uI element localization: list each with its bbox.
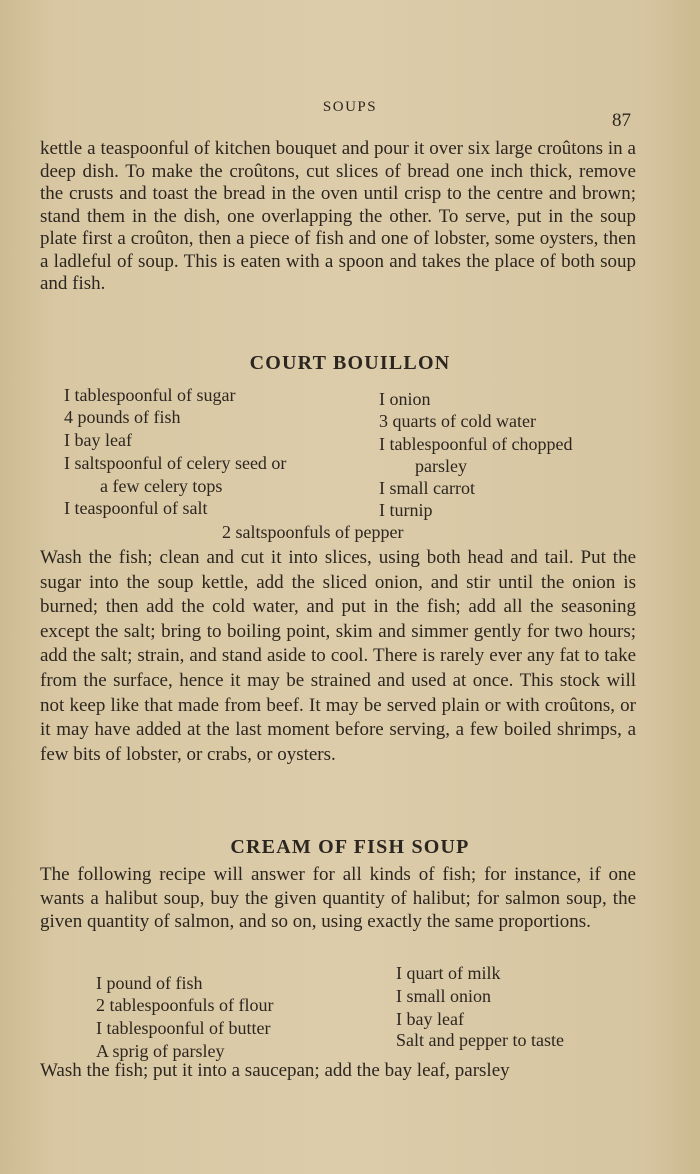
intro-paragraph-block (40, 138, 636, 296)
ingredient-item: I bay leaf (64, 430, 132, 450)
ingredient-item: I quart of milk (396, 963, 501, 983)
ingredient-item: I onion (379, 389, 431, 409)
ingredient-item: 2 tablespoonfuls of flour (96, 995, 274, 1015)
ingredient-item: parsley (415, 456, 467, 476)
ingredient-item: I small onion (396, 986, 491, 1006)
court-bouillon-heading: COURT BOUILLON (249, 352, 451, 374)
ingredient-item: 2 saltspoonfuls of pepper (222, 522, 404, 542)
ingredient-item: I small carrot (379, 478, 475, 498)
running-head: SOUPS (322, 99, 378, 115)
cream-of-fish-method: Wash the fish; put it into a saucepan; add the bay leaf, parsley (40, 1060, 510, 1081)
cream-of-fish-intro-block (40, 863, 636, 934)
ingredient-item: I saltspoonful of celery seed or (64, 453, 287, 473)
ingredient-item: I tablespoonful of sugar (64, 385, 236, 405)
ingredient-item: 4 pounds of fish (64, 407, 181, 427)
ingredient-item: a few celery tops (100, 476, 223, 496)
ingredient-item: I turnip (379, 500, 433, 520)
ingredient-item: I bay leaf (396, 1009, 464, 1029)
cream-of-fish-intro: The following recipe will answer for all kinds of fish; for instance, if one wants a halibut soup, buy the given quantity of halibut; for salmon soup, the given quantity of salmon, and so on, using exactly the same proportions. (40, 864, 636, 932)
cream-of-fish-heading: CREAM OF FISH SOUP (230, 836, 470, 858)
ingredient-item: I tablespoonful of chopped (379, 434, 573, 454)
ingredient-item: 3 quarts of cold water (379, 411, 536, 431)
page-number: 87 (612, 110, 631, 131)
intro-paragraph: kettle a teaspoonful of kitchen bouquet and pour it over six large croûtons in a deep dish. To make the croûtons, cut slices of bread one inch thick, remove the crusts and toast the bread in the oven until crisp to the centre and brown; stand them in the dish, one overlapping the other. To serve, put in the soup plate first a croûton, then a piece of fish and one of lobster, some oysters, then a ladleful of soup. This is eaten with a spoon and takes the place of both soup and fish. (40, 138, 636, 294)
court-bouillon-method: Wash the fish; clean and cut it into slices, using both head and tail. Put the sugar into the soup kettle, add the sliced onion, and stir until the onion is burned; then add the cold water, and put in the fish; add all the seasoning except the salt; bring to boiling point, skim and simmer gently for two hours; add the salt; strain, and stand aside to cool. There is rarely ever any fat to take from the surface, hence it may be strained and used at once. This stock will not keep like that made from beef. It may be served plain or with croûtons, or it may have added at the last moment before serving, a few boiled shrimps, a few bits of lobster, or crabs, or oysters. (40, 547, 636, 765)
cream-of-fish-method-block (40, 1060, 636, 1083)
ingredient-item: I tablespoonful of butter (96, 1018, 271, 1038)
ingredient-item: I pound of fish (96, 973, 203, 993)
ingredient-item: A sprig of parsley (96, 1041, 225, 1061)
ingredient-item: Salt and pepper to taste (396, 1030, 564, 1050)
court-bouillon-method-block (40, 546, 636, 767)
ingredient-item: I teaspoonful of salt (64, 498, 208, 518)
